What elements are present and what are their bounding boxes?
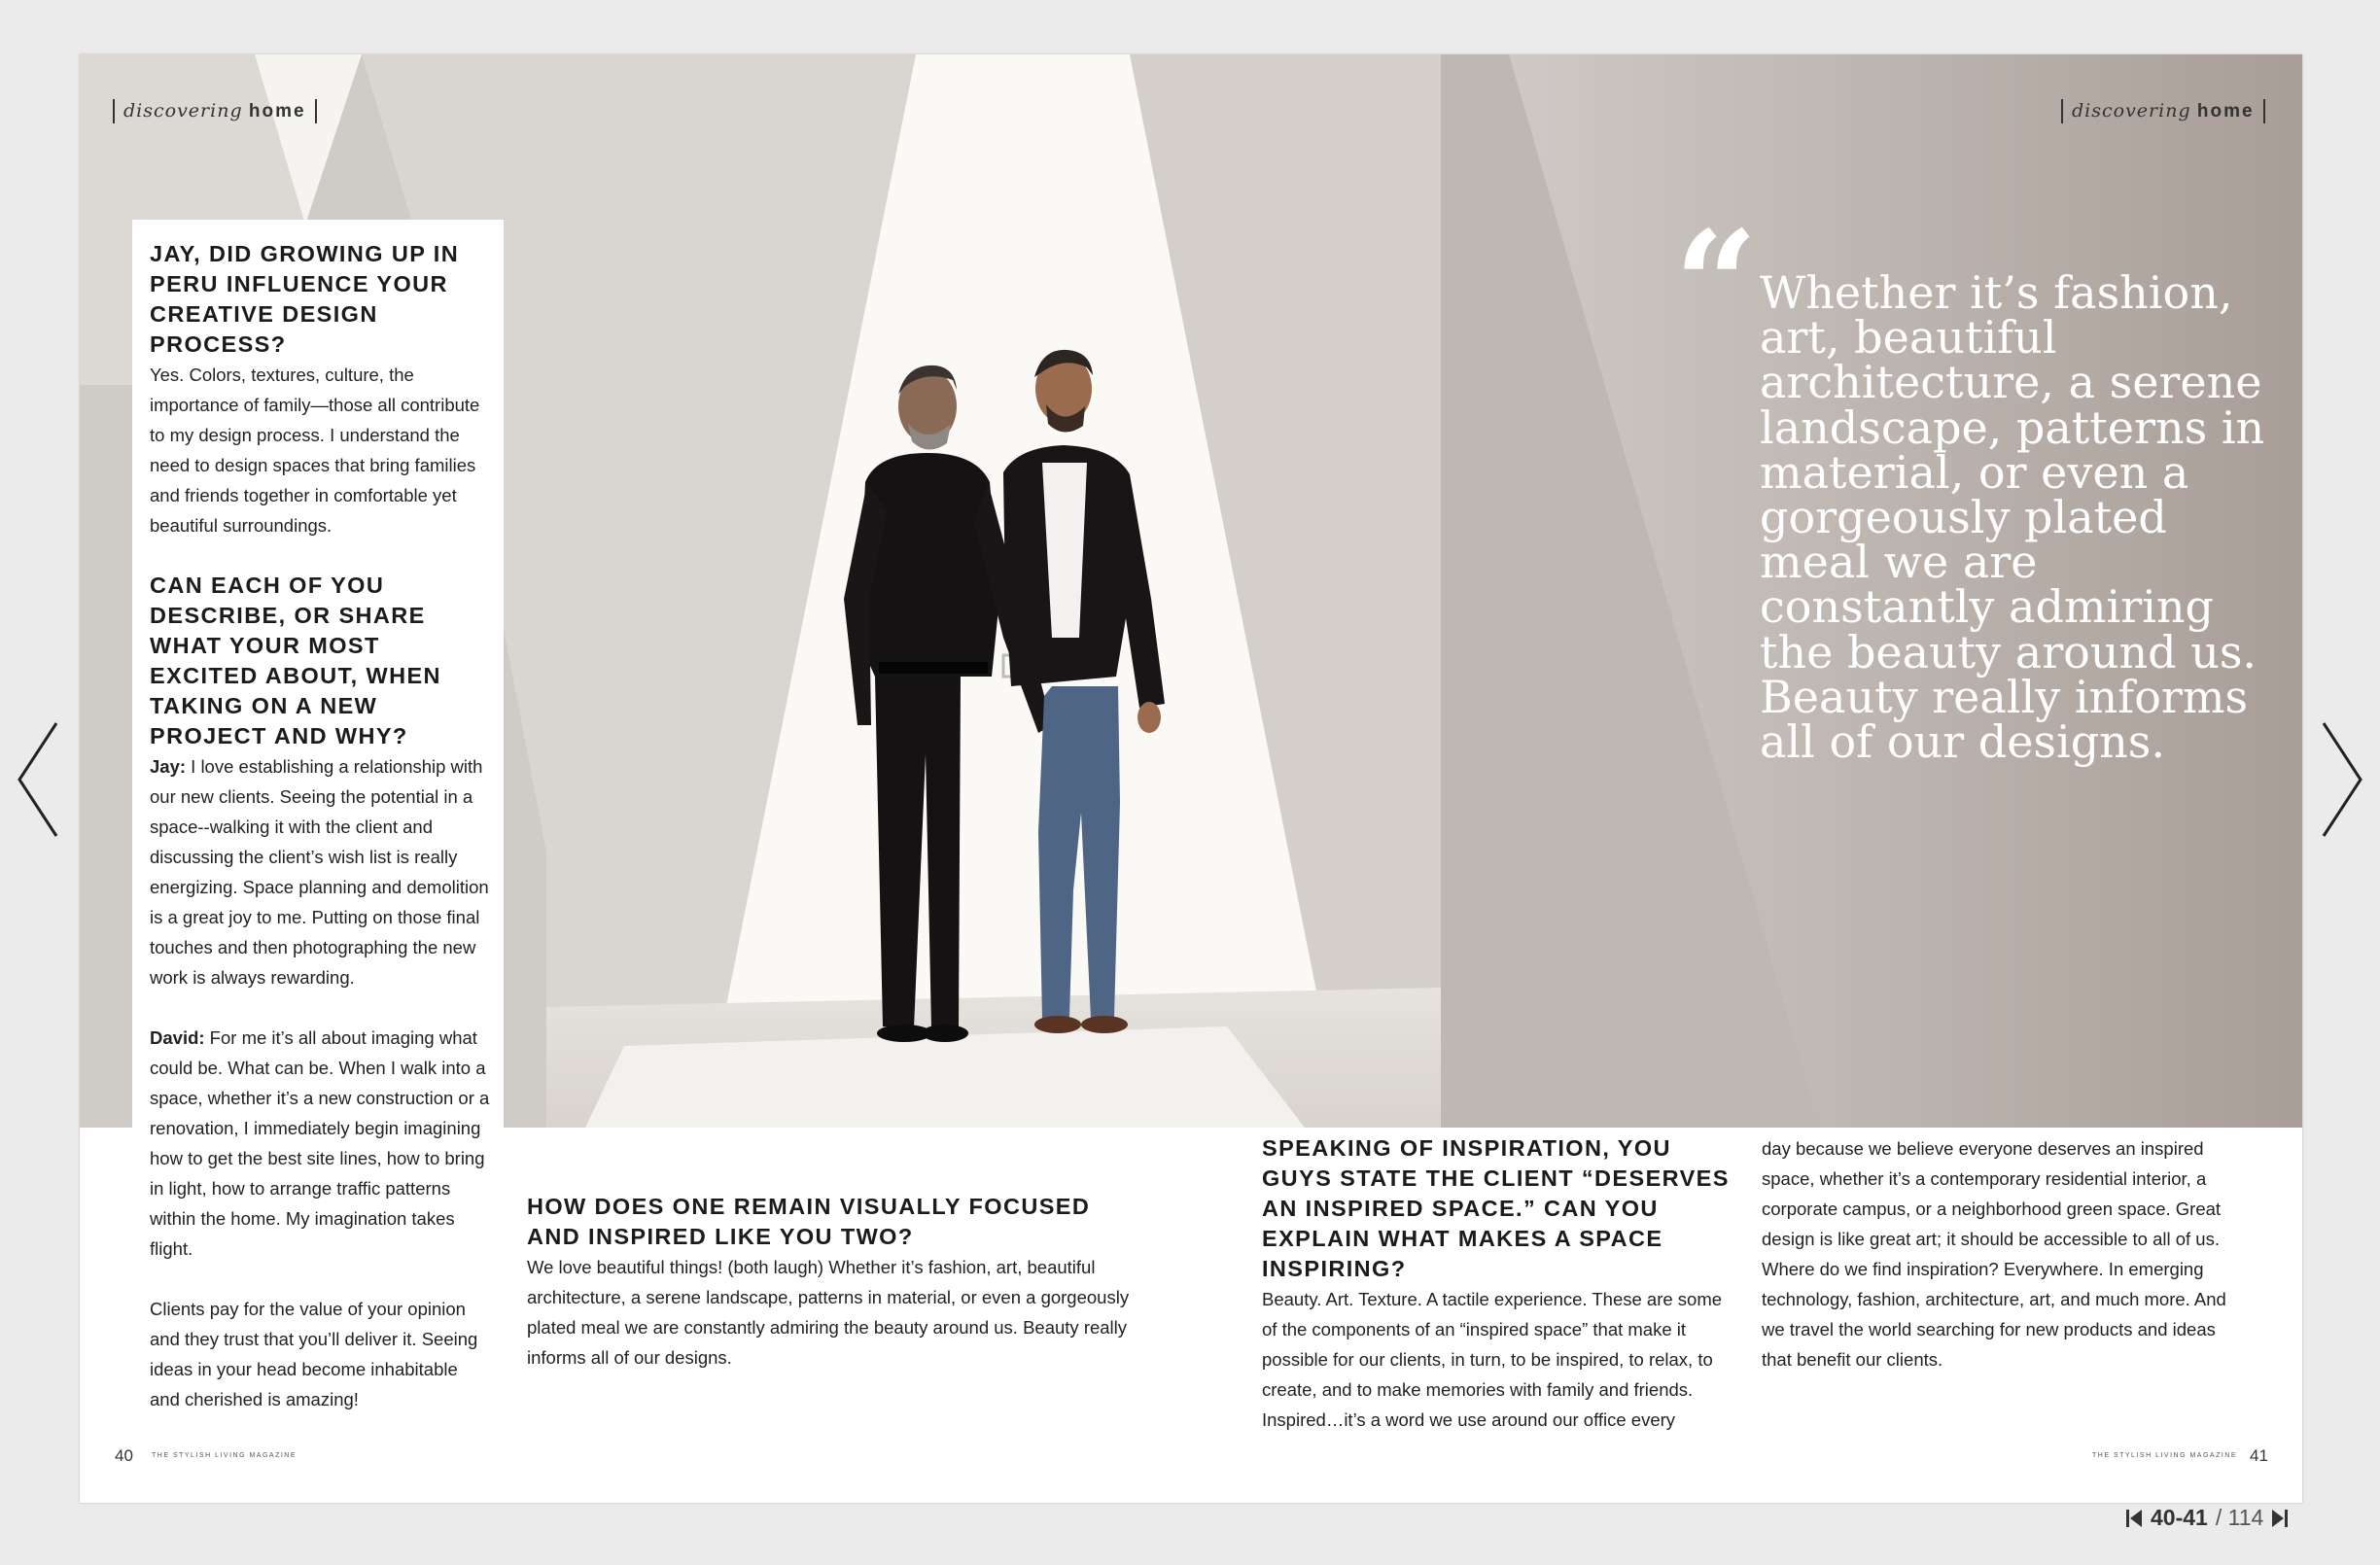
magazine-name-right: THE STYLISH LIVING MAGAZINE <box>2092 1452 2238 1459</box>
right-column-2 <box>1762 1133 2240 1374</box>
right-column-1 <box>1262 1133 1738 1435</box>
speaker-label: David: <box>150 1027 205 1048</box>
chevron-right-icon[interactable] <box>2318 719 2366 840</box>
question-heading: CAN EACH OF YOU DESCRIBE, OR SHARE WHAT YOUR MOST EXCITED ABOUT, WHEN TAKING ON A NEW PROJECT AND WHY? <box>150 573 441 748</box>
answer-paragraph: Yes. Colors, textures, culture, the importance of family—those all contribute to my design process. I understand the need to design spaces that bring families and friends together in comfortable yet beautiful surroundings. <box>150 365 480 536</box>
total-pages: / 114 <box>2215 1505 2264 1530</box>
quote-mark-icon: “ <box>1674 199 1759 370</box>
question-heading: JAY, DID GROWING UP IN PERU INFLUENCE YOUR CREATIVE DESIGN PROCESS? <box>150 241 460 357</box>
answer-paragraph: We love beautiful things! (both laugh) Whether it’s fashion, art, beautiful architecture, a serene landscape, patterns in material, or even a gorgeously plated meal we are constantly admiring the beauty around us. Beauty really informs all of our designs. <box>527 1257 1130 1368</box>
magazine-spread <box>80 54 2302 1503</box>
answer-paragraph <box>150 1023 492 1264</box>
speaker-text: For me it’s all about imaging what could be. What can be. When I walk into a space, whether it’s a new construction or a renovation, I immediately begin imagining how to get the best site lines, how to bring in light, how to arrange traffic patterns within the home. My imagination takes flight. <box>150 1027 490 1259</box>
answer-paragraph: day because we believe everyone deserves an inspired space, whether it’s a contemporary residential interior, a corporate campus, or a neighborhood green space. Great design is like great art; it should be accessible to all of us. Where do we find inspiration? Everywhere. In emerging technology, fashion, architecture, art, and much more. And we travel the world searching for new products and ideas that benefit our clients. <box>1762 1138 2226 1370</box>
section-tag-left-bold: home <box>248 101 306 122</box>
skip-forward-icon[interactable] <box>2271 1508 2289 1529</box>
middle-column <box>527 1192 1130 1373</box>
page-number-left: 40 <box>115 1446 133 1465</box>
page-number-right: 41 <box>2250 1446 2268 1465</box>
answer-paragraph: Beauty. Art. Texture. A tactile experience. These are some of the components of an “inspired space” that make it possible for our clients, in turn, to be inspired, to relax, to create, and to make memories with family and friends. Inspired…it’s a word we use around our office every <box>1262 1289 1723 1430</box>
current-pages[interactable]: 40-41 <box>2151 1505 2208 1530</box>
section-tag-left <box>113 99 317 123</box>
left-column <box>150 239 492 1414</box>
magazine-name-left: THE STYLISH LIVING MAGAZINE <box>152 1452 298 1459</box>
answer-paragraph <box>150 751 492 992</box>
skip-back-icon[interactable] <box>2125 1508 2143 1529</box>
speaker-text: I love establishing a relationship with our new clients. Seeing the potential in a space--walking it with the client and discussing the client’s wish list is really energizing. Space planning and demolition is a great joy to me. Putting on those final touches and then photographing the new work is always rewarding. <box>150 756 489 988</box>
speaker-label: Jay: <box>150 756 187 777</box>
section-tag-right-italic: discovering <box>2072 100 2191 122</box>
answer-paragraph: Clients pay for the value of your opinion and they trust that you’ll deliver it. Seeing ideas in your head become inhabitable and cherished is amazing! <box>150 1299 478 1409</box>
section-tag-left-italic: discovering <box>123 100 243 122</box>
question-heading: HOW DOES ONE REMAIN VISUALLY FOCUSED AND INSPIRED LIKE YOU TWO? <box>527 1194 1091 1249</box>
pull-quote: Whether it’s fashion, art, beautiful architecture, a serene landscape, patterns in material, or even a gorgeously plated meal we are constantly admiring the beauty around us. Beauty really informs all of our designs. <box>1760 266 2265 769</box>
section-tag-right <box>2061 99 2265 123</box>
chevron-left-icon[interactable] <box>14 719 62 840</box>
question-heading: SPEAKING OF INSPIRATION, YOU GUYS STATE THE CLIENT “DESERVES AN INSPIRED SPACE.” CAN YOU EXPLAIN WHAT MAKES A SPACE INSPIRING? <box>1262 1135 1730 1281</box>
page-navigator <box>2125 1505 2289 1531</box>
section-tag-right-bold: home <box>2196 101 2255 122</box>
